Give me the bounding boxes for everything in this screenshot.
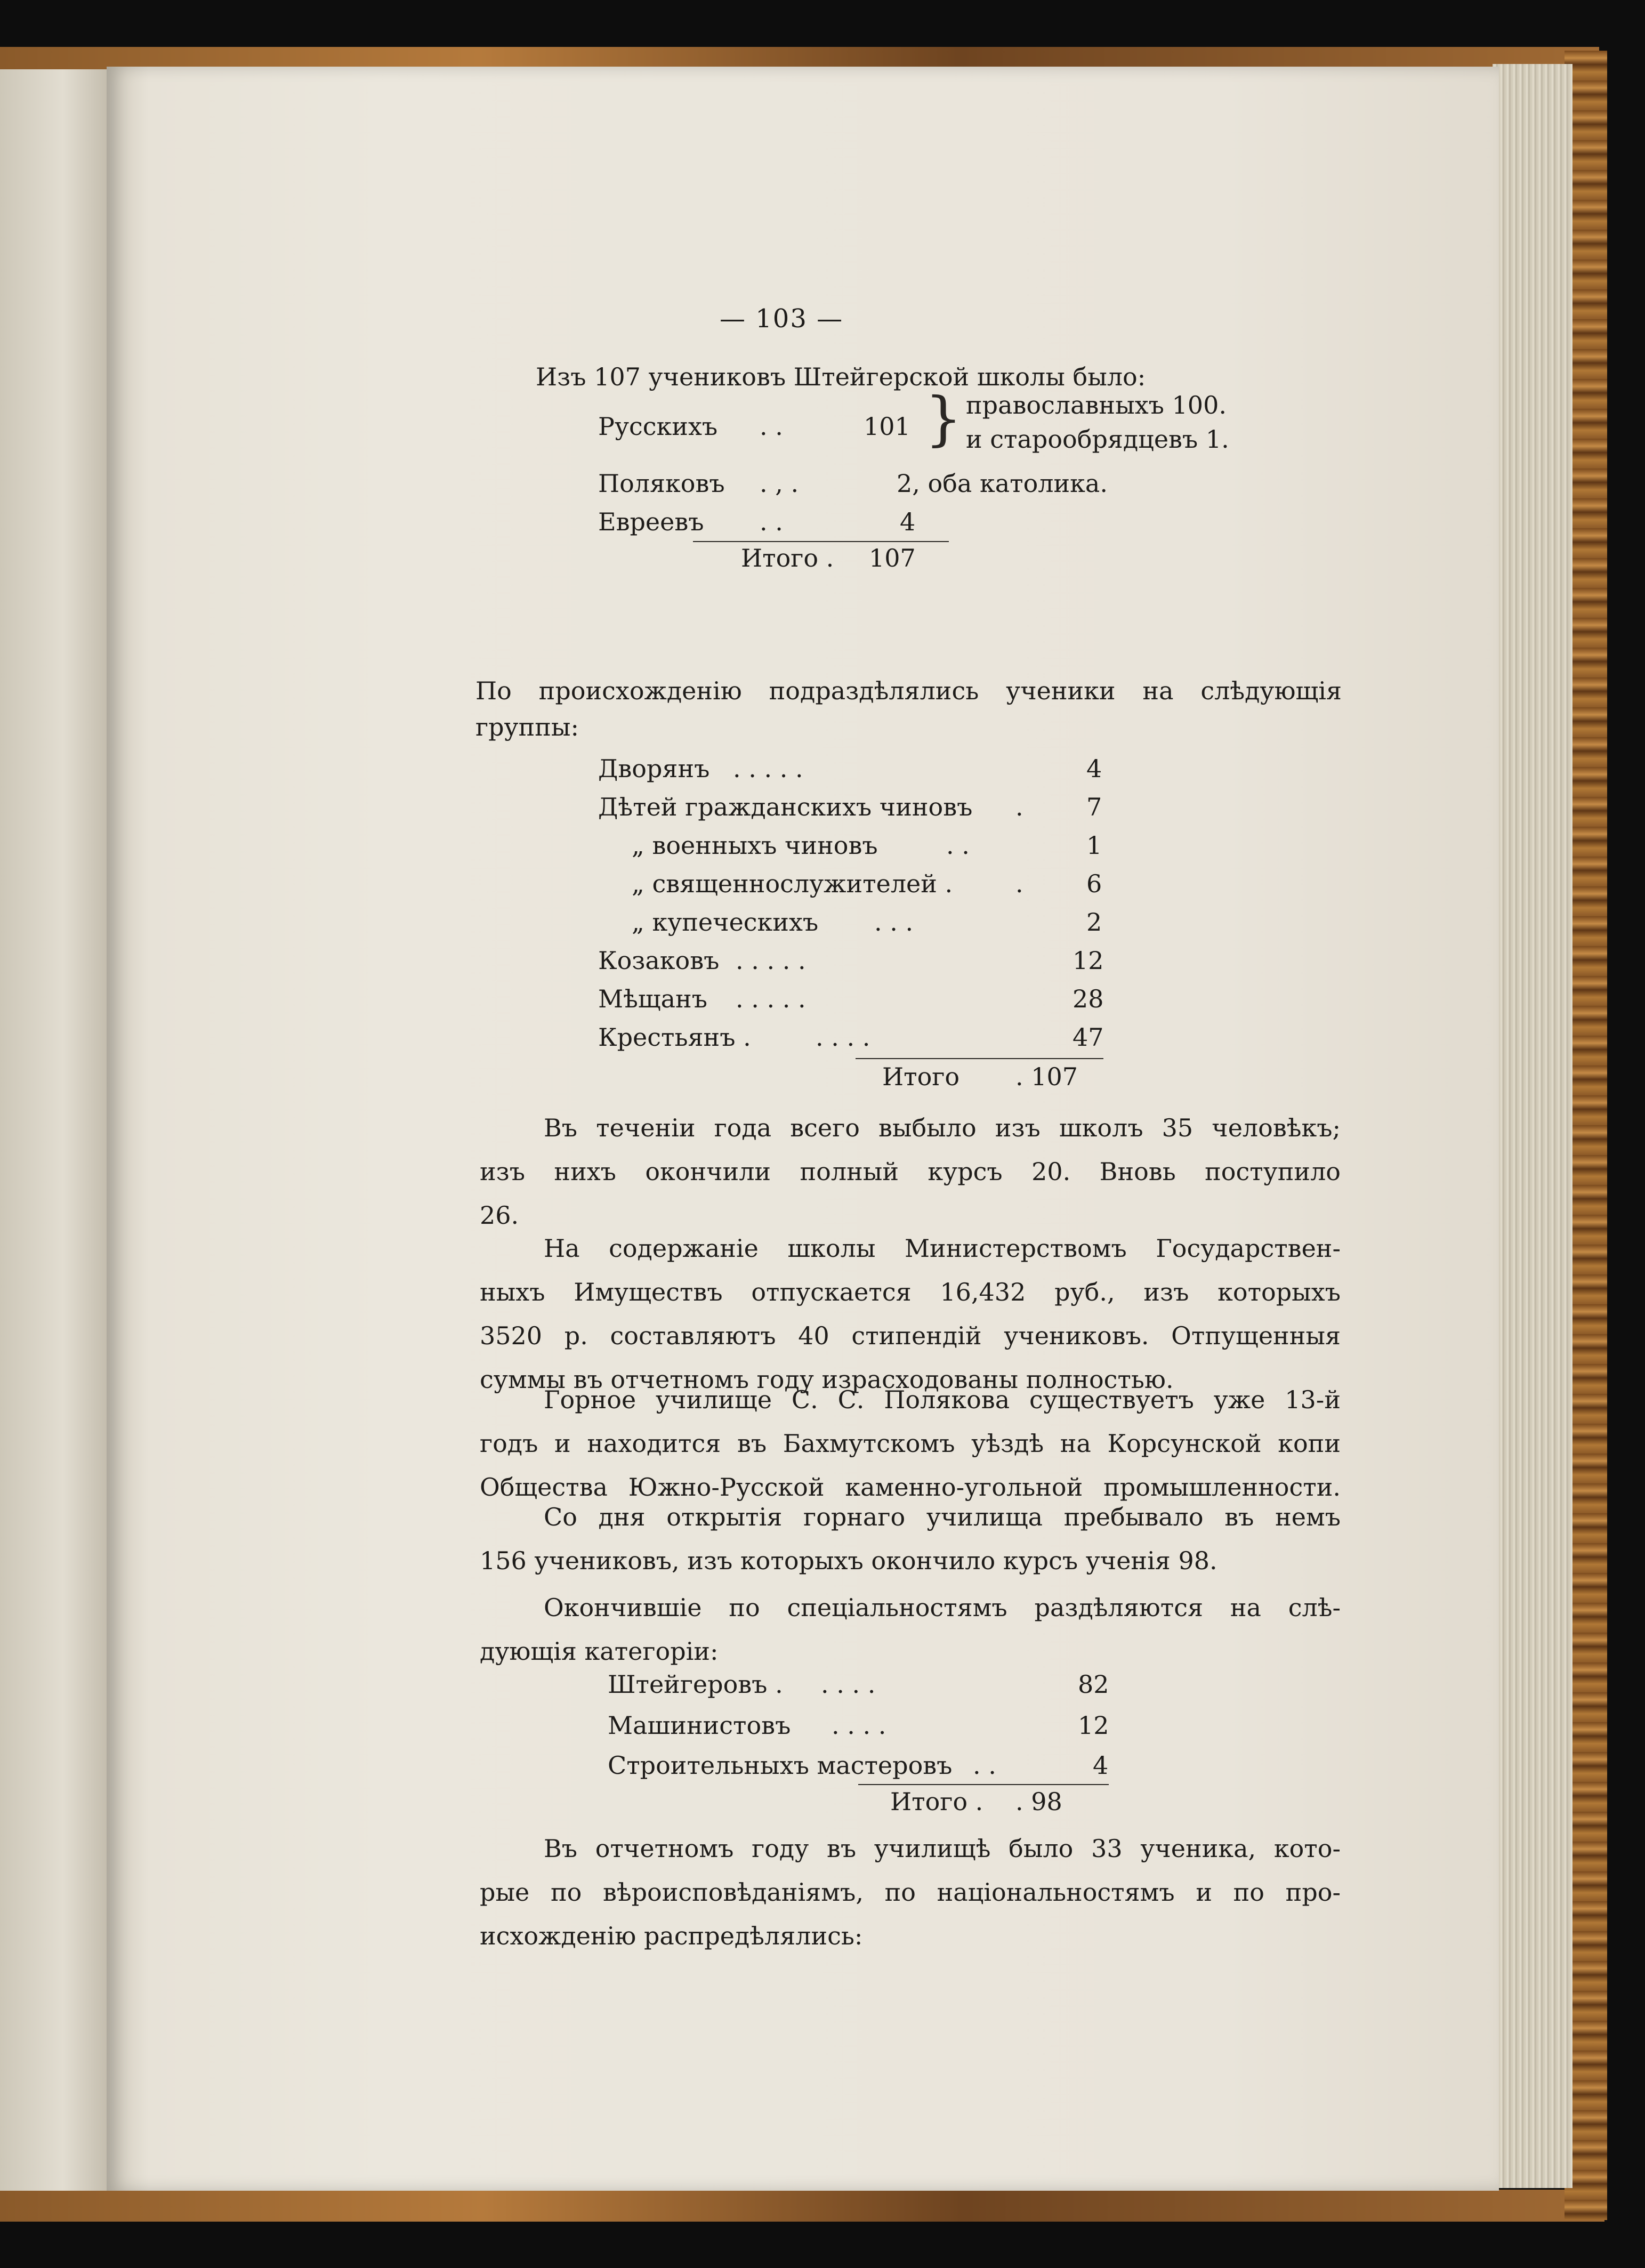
- row-dots: . , .: [760, 469, 799, 498]
- origin-row-label: „ купеческихъ: [632, 908, 819, 937]
- paragraph-line: Въ теченіи года всего выбыло изъ школъ 35 человѣкъ;: [544, 1113, 1341, 1142]
- origin-row-dots: . . . . .: [736, 984, 806, 1013]
- total-value: 107: [869, 544, 916, 572]
- origin-row-dots: . . . . .: [733, 754, 803, 783]
- row-sub-oldbelievers: и старообрядцевъ 1.: [966, 425, 1229, 454]
- origin-intro-line: группы:: [475, 713, 579, 741]
- row-value: 2, оба католика.: [897, 469, 1108, 498]
- paragraph-line: На содержаніе школы Министерствомъ Государствен-: [544, 1234, 1341, 1263]
- graduates-total-value: . 98: [1015, 1787, 1062, 1816]
- paragraph: [480, 1827, 1341, 1958]
- paragraph: [480, 1226, 1341, 1401]
- row-label: Поляковъ: [598, 469, 725, 498]
- origin-row-dots: . . . . .: [736, 946, 806, 975]
- paragraph: [480, 1378, 1341, 1509]
- paragraph-line: Въ отчетномъ году въ училищѣ было 33 ученика, кото-: [544, 1834, 1341, 1863]
- row-sub-orthodox: православныхъ 100.: [966, 391, 1227, 419]
- origin-intro: [475, 669, 1342, 756]
- total-rule: [693, 541, 949, 542]
- page-stack: [1493, 64, 1573, 2188]
- right-page: [107, 67, 1499, 2191]
- origin-row-dots: . .: [946, 831, 970, 860]
- paragraph: [480, 1495, 1341, 1583]
- page-number: — 103 —: [720, 304, 844, 334]
- origin-total-value: . 107: [1015, 1062, 1078, 1091]
- row-value: 101: [864, 412, 910, 441]
- origin-row-value: 12: [1073, 946, 1104, 975]
- origin-row-value: 2: [1086, 908, 1102, 937]
- paragraph-line: 156 учениковъ, изъ которыхъ окончило курсъ ученія 98.: [480, 1546, 1217, 1575]
- book-bottom-edge: [0, 2190, 1604, 2222]
- origin-row-dots: . . . .: [816, 1023, 870, 1052]
- origin-row-value: 47: [1073, 1023, 1104, 1052]
- graduates-row-label: Строительныхъ мастеровъ: [608, 1751, 953, 1780]
- paragraph-line: Окончившіе по спеціальностямъ раздѣляются на слѣ-: [544, 1593, 1341, 1622]
- origin-row-value: 1: [1086, 831, 1102, 860]
- origin-row-label: Крестьянъ .: [598, 1023, 751, 1052]
- origin-row-dots: .: [1015, 869, 1023, 898]
- paragraph-line: 26.: [480, 1201, 519, 1230]
- total-rule: [856, 1058, 1103, 1059]
- graduates-row-dots: . . . .: [821, 1670, 876, 1699]
- graduates-row-value: 12: [1078, 1711, 1109, 1740]
- row-value: 4: [900, 507, 916, 536]
- origin-row-dots: . . .: [874, 908, 914, 937]
- paragraph-line: дующія категоріи:: [480, 1637, 719, 1666]
- origin-intro-line: По происхожденію подраздѣлялись ученики на слѣдующія: [475, 676, 1342, 705]
- paragraph: [480, 1586, 1341, 1673]
- graduates-row-value: 4: [1093, 1751, 1109, 1780]
- paragraph-line: суммы въ отчетномъ году израсходованы полностью.: [480, 1365, 1174, 1394]
- graduates-row-dots: . . . .: [832, 1711, 886, 1740]
- paragraph: [480, 1106, 1341, 1237]
- graduates-total-label: Итого .: [890, 1787, 983, 1816]
- left-page: [0, 69, 115, 2191]
- origin-row-value: 7: [1086, 793, 1102, 821]
- total-label: Итого .: [741, 544, 834, 572]
- paragraph-line: годъ и находится въ Бахмутскомъ уѣздѣ на Корсунской копи: [480, 1429, 1341, 1458]
- paragraph-line: рые по вѣроисповѣданіямъ, по національностямъ и по про-: [480, 1878, 1341, 1907]
- origin-row-dots: .: [1015, 793, 1023, 821]
- paragraph-line: Общества Южно-Русской каменно-угольной промышленности.: [480, 1473, 1341, 1502]
- paragraph-line: ныхъ Имуществъ отпускается 16,432 руб., изъ которыхъ: [480, 1278, 1341, 1306]
- row-dots: . .: [760, 507, 783, 536]
- text-block: [107, 67, 1499, 2191]
- graduates-row-value: 82: [1078, 1670, 1109, 1699]
- row-dots: . .: [760, 412, 783, 441]
- origin-row-label: Козаковъ: [598, 946, 720, 975]
- origin-row-label: „ священнослужителей .: [632, 869, 953, 898]
- total-rule: [858, 1784, 1109, 1785]
- paragraph-line: исхожденію распредѣлялись:: [480, 1922, 863, 1950]
- paragraph-line: Со дня открытія горнаго училища пребывало въ немъ: [544, 1503, 1341, 1531]
- origin-row-value: 6: [1086, 869, 1102, 898]
- graduates-row-dots: . .: [973, 1751, 996, 1780]
- graduates-row-label: Штейгеровъ .: [608, 1670, 783, 1699]
- paragraph-line: 3520 р. составляютъ 40 стипендій учениковъ. Отпущенныя: [480, 1321, 1341, 1350]
- paragraph-line: изъ нихъ окончили полный курсъ 20. Вновь поступило: [480, 1157, 1341, 1186]
- row-label: Русскихъ: [598, 412, 718, 441]
- origin-row-label: Дѣтей гражданскихъ чиновъ: [598, 793, 973, 821]
- origin-row-value: 4: [1086, 754, 1102, 783]
- paragraph-line: Горное училище С. С. Полякова существуетъ уже 13-й: [544, 1385, 1341, 1414]
- origin-total-label: Итого: [882, 1062, 960, 1091]
- brace-glyph: }: [925, 384, 962, 453]
- intro-line: Изъ 107 учениковъ Штейгерской школы было:: [536, 362, 1146, 391]
- row-label: Евреевъ: [598, 507, 704, 536]
- origin-row-value: 28: [1073, 984, 1104, 1013]
- origin-row-label: „ военныхъ чиновъ: [632, 831, 878, 860]
- origin-row-label: Дворянъ: [598, 754, 710, 783]
- origin-row-label: Мѣщанъ: [598, 984, 707, 1013]
- graduates-row-label: Машинистовъ: [608, 1711, 791, 1740]
